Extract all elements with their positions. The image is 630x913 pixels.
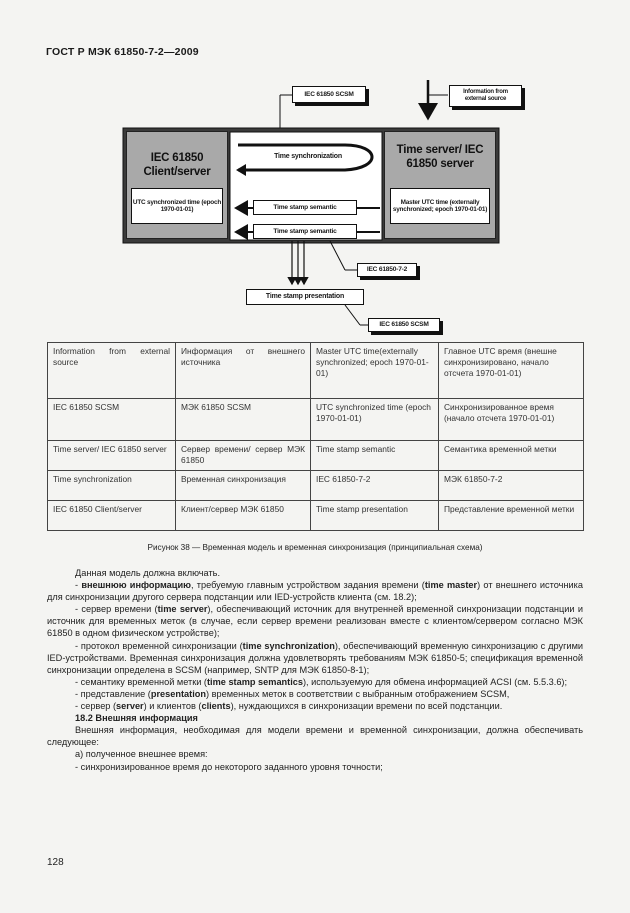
page-number: 128 bbox=[47, 857, 64, 868]
label-external-source: Information from external source bbox=[449, 85, 522, 107]
label-utc-synchronized: UTC synchronized time (epoch 1970-01-01) bbox=[131, 188, 223, 224]
body-text bbox=[47, 567, 583, 773]
table-cell: Представление временной метки bbox=[439, 501, 584, 531]
figure-caption: Рисунок 38 — Временная модель и временная синхронизация (принципиальная схема) bbox=[147, 543, 483, 552]
table-cell: IEC 61850-7-2 bbox=[311, 471, 439, 501]
table-cell: МЭК 61850 SCSM bbox=[176, 399, 311, 441]
label-ts-presentation: Time stamp presentation bbox=[246, 289, 364, 305]
table-cell: Синхронизированное время (начало отсчета 1970-01-01) bbox=[439, 399, 584, 441]
table-cell: Главное UTC время (внешне синхронизировано, начало отсчета 1970-01-01) bbox=[439, 343, 584, 399]
label-scsm-top: IEC 61850 SCSM bbox=[292, 86, 366, 103]
table-cell: Сервер времени/ сервер МЭК 61850 bbox=[176, 441, 311, 471]
table-cell: Information from external source bbox=[48, 343, 176, 399]
table-row bbox=[48, 471, 584, 501]
label-master-utc: Master UTC time (externally synchronized; epoch 1970-01-01) bbox=[390, 188, 490, 224]
paragraph: - синхронизированное время до некоторого заданного уровня точности; bbox=[75, 761, 383, 772]
legend-table bbox=[47, 342, 584, 531]
paragraph: - сервер времени (time server), обеспечивающий источник для внутренней временной синхронизации подстанции и источник для временных меток (в случае, если сервер времени реализован вместе с клиентом/сервером согласно МЭК 61850 в одном физическом устройстве); bbox=[47, 604, 583, 639]
paragraph: - представление (presentation) временных меток в соответствии с выбранным отображением SCSM, bbox=[75, 688, 510, 699]
table-cell: Временная синхронизация bbox=[176, 471, 311, 501]
label-ts-semantic-2: Time stamp semantic bbox=[253, 224, 357, 239]
paragraph: - внешнюю информацию, требуемую главным устройством задания времени (time master) от внешнего источника для синхронизации другого сервера подстанции или IED-устройств клиента (см. 18.2); bbox=[47, 580, 583, 603]
table-cell: UTC synchronized time (epoch 1970-01-01) bbox=[311, 399, 439, 441]
table-cell: Time server/ IEC 61850 server bbox=[48, 441, 176, 471]
time-sync-diagram bbox=[0, 0, 630, 340]
paragraph: - протокол временной синхронизации (time synchronization), обеспечивающий временную синхронизацию с другими IED-устройствами. Временная синхронизация должна удовлетворять требованиям МЭК 61850-5; спецификация временной синхронизации определена в SCSM (например, SNTP для МЭК 61850-8-1); bbox=[47, 640, 584, 675]
paragraph: Внешняя информация, необходимая для модели времени и временной синхронизации, должна обеспечивать следующее: bbox=[47, 725, 583, 748]
table-cell: Информация от внешнего источника bbox=[176, 343, 311, 399]
table-cell: Клиент/сервер МЭК 61850 bbox=[176, 501, 311, 531]
paragraph: - семантику временной метки (time stamp semantics), используемую для обмена информацией ACSI (см. 5.5.3.6); bbox=[75, 676, 568, 687]
table-cell: Time stamp presentation bbox=[311, 501, 439, 531]
table-cell: Time stamp semantic bbox=[311, 441, 439, 471]
label-iec-7-2: IEC 61850-7-2 bbox=[357, 263, 417, 277]
label-scsm-bottom: IEC 61850 SCSM bbox=[368, 318, 440, 332]
table-row bbox=[48, 441, 584, 471]
table-cell: IEC 61850 SCSM bbox=[48, 399, 176, 441]
section-heading: 18.2 Внешняя информация bbox=[75, 713, 198, 724]
table-row bbox=[48, 399, 584, 441]
table-cell: Time synchronization bbox=[48, 471, 176, 501]
paragraph: а) полученное внешнее время: bbox=[75, 749, 208, 760]
table-cell: IEC 61850 Client/server bbox=[48, 501, 176, 531]
label-time-synchronization: Time synchronization bbox=[274, 153, 342, 161]
label-ts-semantic-1: Time stamp semantic bbox=[253, 200, 357, 215]
client-title: IEC 61850 Client/server bbox=[143, 152, 211, 178]
document-header: ГОСТ Р МЭК 61850-7-2—2009 bbox=[46, 46, 199, 58]
table-row bbox=[48, 343, 584, 399]
paragraph: - сервер (server) и клиентов (clients), нуждающихся в синхронизации времени по всей подстанции. bbox=[75, 701, 503, 712]
table-cell: Master UTC time(externally synchronized; epoch 1970-01-01) bbox=[311, 343, 439, 399]
server-title: Time server/ IEC 61850 server bbox=[396, 144, 484, 170]
table-cell: МЭК 61850-7-2 bbox=[439, 471, 584, 501]
paragraph: Данная модель должна включать. bbox=[75, 568, 221, 578]
table-row bbox=[48, 501, 584, 531]
table-cell: Семантика временной метки bbox=[439, 441, 584, 471]
